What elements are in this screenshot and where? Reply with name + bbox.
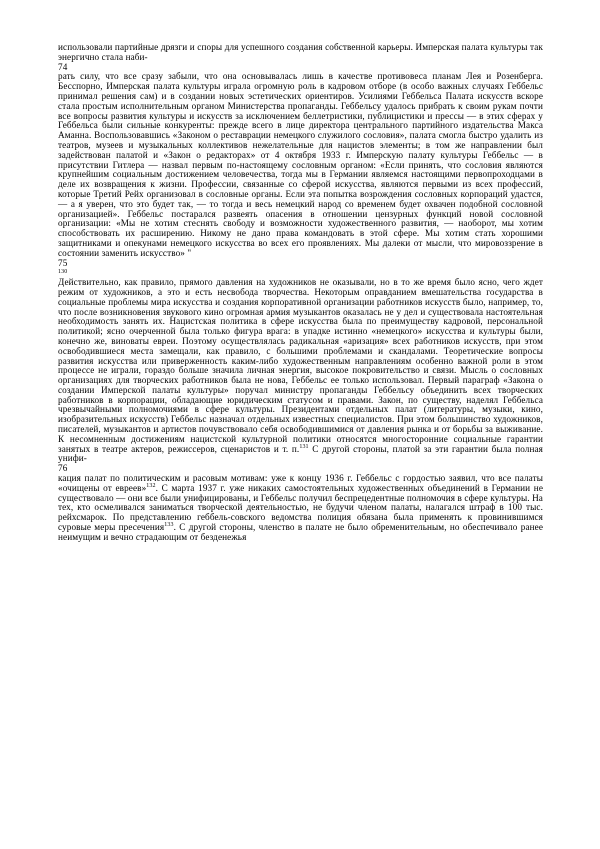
document-body [58,43,543,543]
text-run: С другой стороны, платой за эти гарантии была полная унифи- [58,443,543,464]
text-run: Действительно, как правило, прямого давления на художников не оказывали, но в то же время было ясно, чего ждет режим от художников, а это и есть несвобода творчества. Некоторым оправданием вмешательства государства в социальные проблемы мира искусства и создания корпоративной организации работников искусств было, например, то, что после возникновения звукового кино огромная армия музыкантов оказалась не у дел и существовала настоятельная необходимость занять их. Нацистская политика в сфере искусства была по преимуществу кадровой, персональной политикой; ясно очерченной была только фигура врага: в упадке истинно «немецкого» искусства и культуры были, конечно же, виноваты евреи. Поэтому осуществлялась радикальная «аризация» всех работников искусств, при этом освободившиеся места замещали, как правило, с большими проблемами и скандалами. Теоретические вопросы развития искусства или приверженность каким-либо художественным направлениям особенно важной роли в этом процессе не играли, гораздо больше значила личная энергия, высокое покровительство и связи. Мысль о сословных организациях для творческих работников была не нова, Геббельс ее только использовал. Первый параграф «Закона о создании Имперской палаты культуры» поручал министру пропаганды Геббельсу объединить всех творческих работников в корпорации, обладающие юридическим статусом и правами. Закон, по существу, наделял Геббельса чрезвычайными полномочиями в сфере культуры. Президентами отдельных палат (литературы, музыки, кино, изобразительных искусств) Геббельс назначал отдельных известных специалистов. При этом большинство художников, писателей, музыкантов и артистов почувствовало себя освободившимися от давления рынка и от борьбы за выживание. К несомненным достижениям нацистской культурной политики относятся многосторонние социальные гарантии занятых в театре актеров, режиссеров, сценаристов и т. п. [58,277,543,454]
paragraph [58,474,543,543]
text-run: кация палат по политическим и расовым мотивам: уже к концу 1936 г. Геббельс с гордостью заявил, что все палаты «очищены от евреев» [58,473,543,493]
footnote-marker: 130 [58,269,68,276]
paragraph: рать силу, что все сразу забыли, что она основывалась лишь в качестве противовеса планам Лея и Розенберга. Бесспорно, Имперская палата культуры играла огромную роль в кадровом отборе (в особо важных случаях Геббельс принимал решения сам) и в создании новых эстетических ориентиров. Усилиями Геббельса Палата искусств вскоре стала простым исполнительным органом Министерства пропаганды. Геббельсу удалось прибрать к своим рукам почти все вопросы развития культуры и искусств за исключением беллетристики, публицистики и прессы — в этих сферах у Геббельса были сильные конкуренты: прежде всего в лице директора центрального партийного издательства Макса Аманна. Воспользовавшись «Законом о реставрации немецкого служилого сословия», палата смогла быстро удалить из театров, музеев и музыкальных коллективов нежелательные для нацистов элементы; в том же направлении был задействован палатой и «Закон о редакторах» от 4 октября 1933 г. Имперскую палату культуры Геббельс — в присутствии Гитлера — назвал первым по-настоящему сословным органом: «Если принять, что сословия являются крупнейшим социальным достижением человечества, тогда мы в Германии являемся настоящими первопроходцами в деле их возвращения к жизни. Профессии, связанные со сферой искусства, являются первыми из всех профессий, которые Третий Рейх организовал в сословные органы. Если эта попытка возрождения сословных корпораций удастся, — а я уверен, что это будет так, — то тогда и весь немецкий народ со временем будет охвачен подобной сословной организацией». Геббельс постарался развеять опасения в отношении цензурных функций новой сословной организации: «Мы не хотим стеснять свободу и возможности художественного развития, — наоборот, мы хотим способствовать их расширению. Никому не дано права командовать в этой сфере. Мы хотим стать хорошими защитниками и опекунами немецкого искусства во всех его проявлениях. Мы далеки от мысли, что мировоззрение в состоянии заменить искусство» " [58,71,543,258]
page-number: 75 [58,257,68,268]
footnote-ref: 131 [299,443,309,450]
footnote-ref: 132 [146,482,156,489]
page-number: 76 [58,463,68,474]
text-run: . С марта 1937 г. уже никаких самостоятельных художественных объединений в Германии не существовало — они все были унифицированы, и Геббельс получил беспрецедентные полномочия в сфере культуры. На тех, кто осмеливался заниматься творческой деятельностью, не будучи членом палаты, налагался штраф в 100 тыс. рейхсмарок. По представлению геббель-совского ведомства полиция обязана была применять к провинившимся суровые меры пресечения [58,482,543,533]
text-run: . С другой стороны, членство в палате не было обременительным, но обеспечивало ранее неимущим и вечно страдающим от безденежья [58,522,543,542]
paragraph: использовали партийные дрязги и споры для успешного создания собственной карьеры. Имперская палата культуры так энергично стала наби- [58,42,543,62]
paragraph [58,278,543,464]
page-number: 74 [58,61,68,72]
footnote-ref: 133 [164,521,174,528]
